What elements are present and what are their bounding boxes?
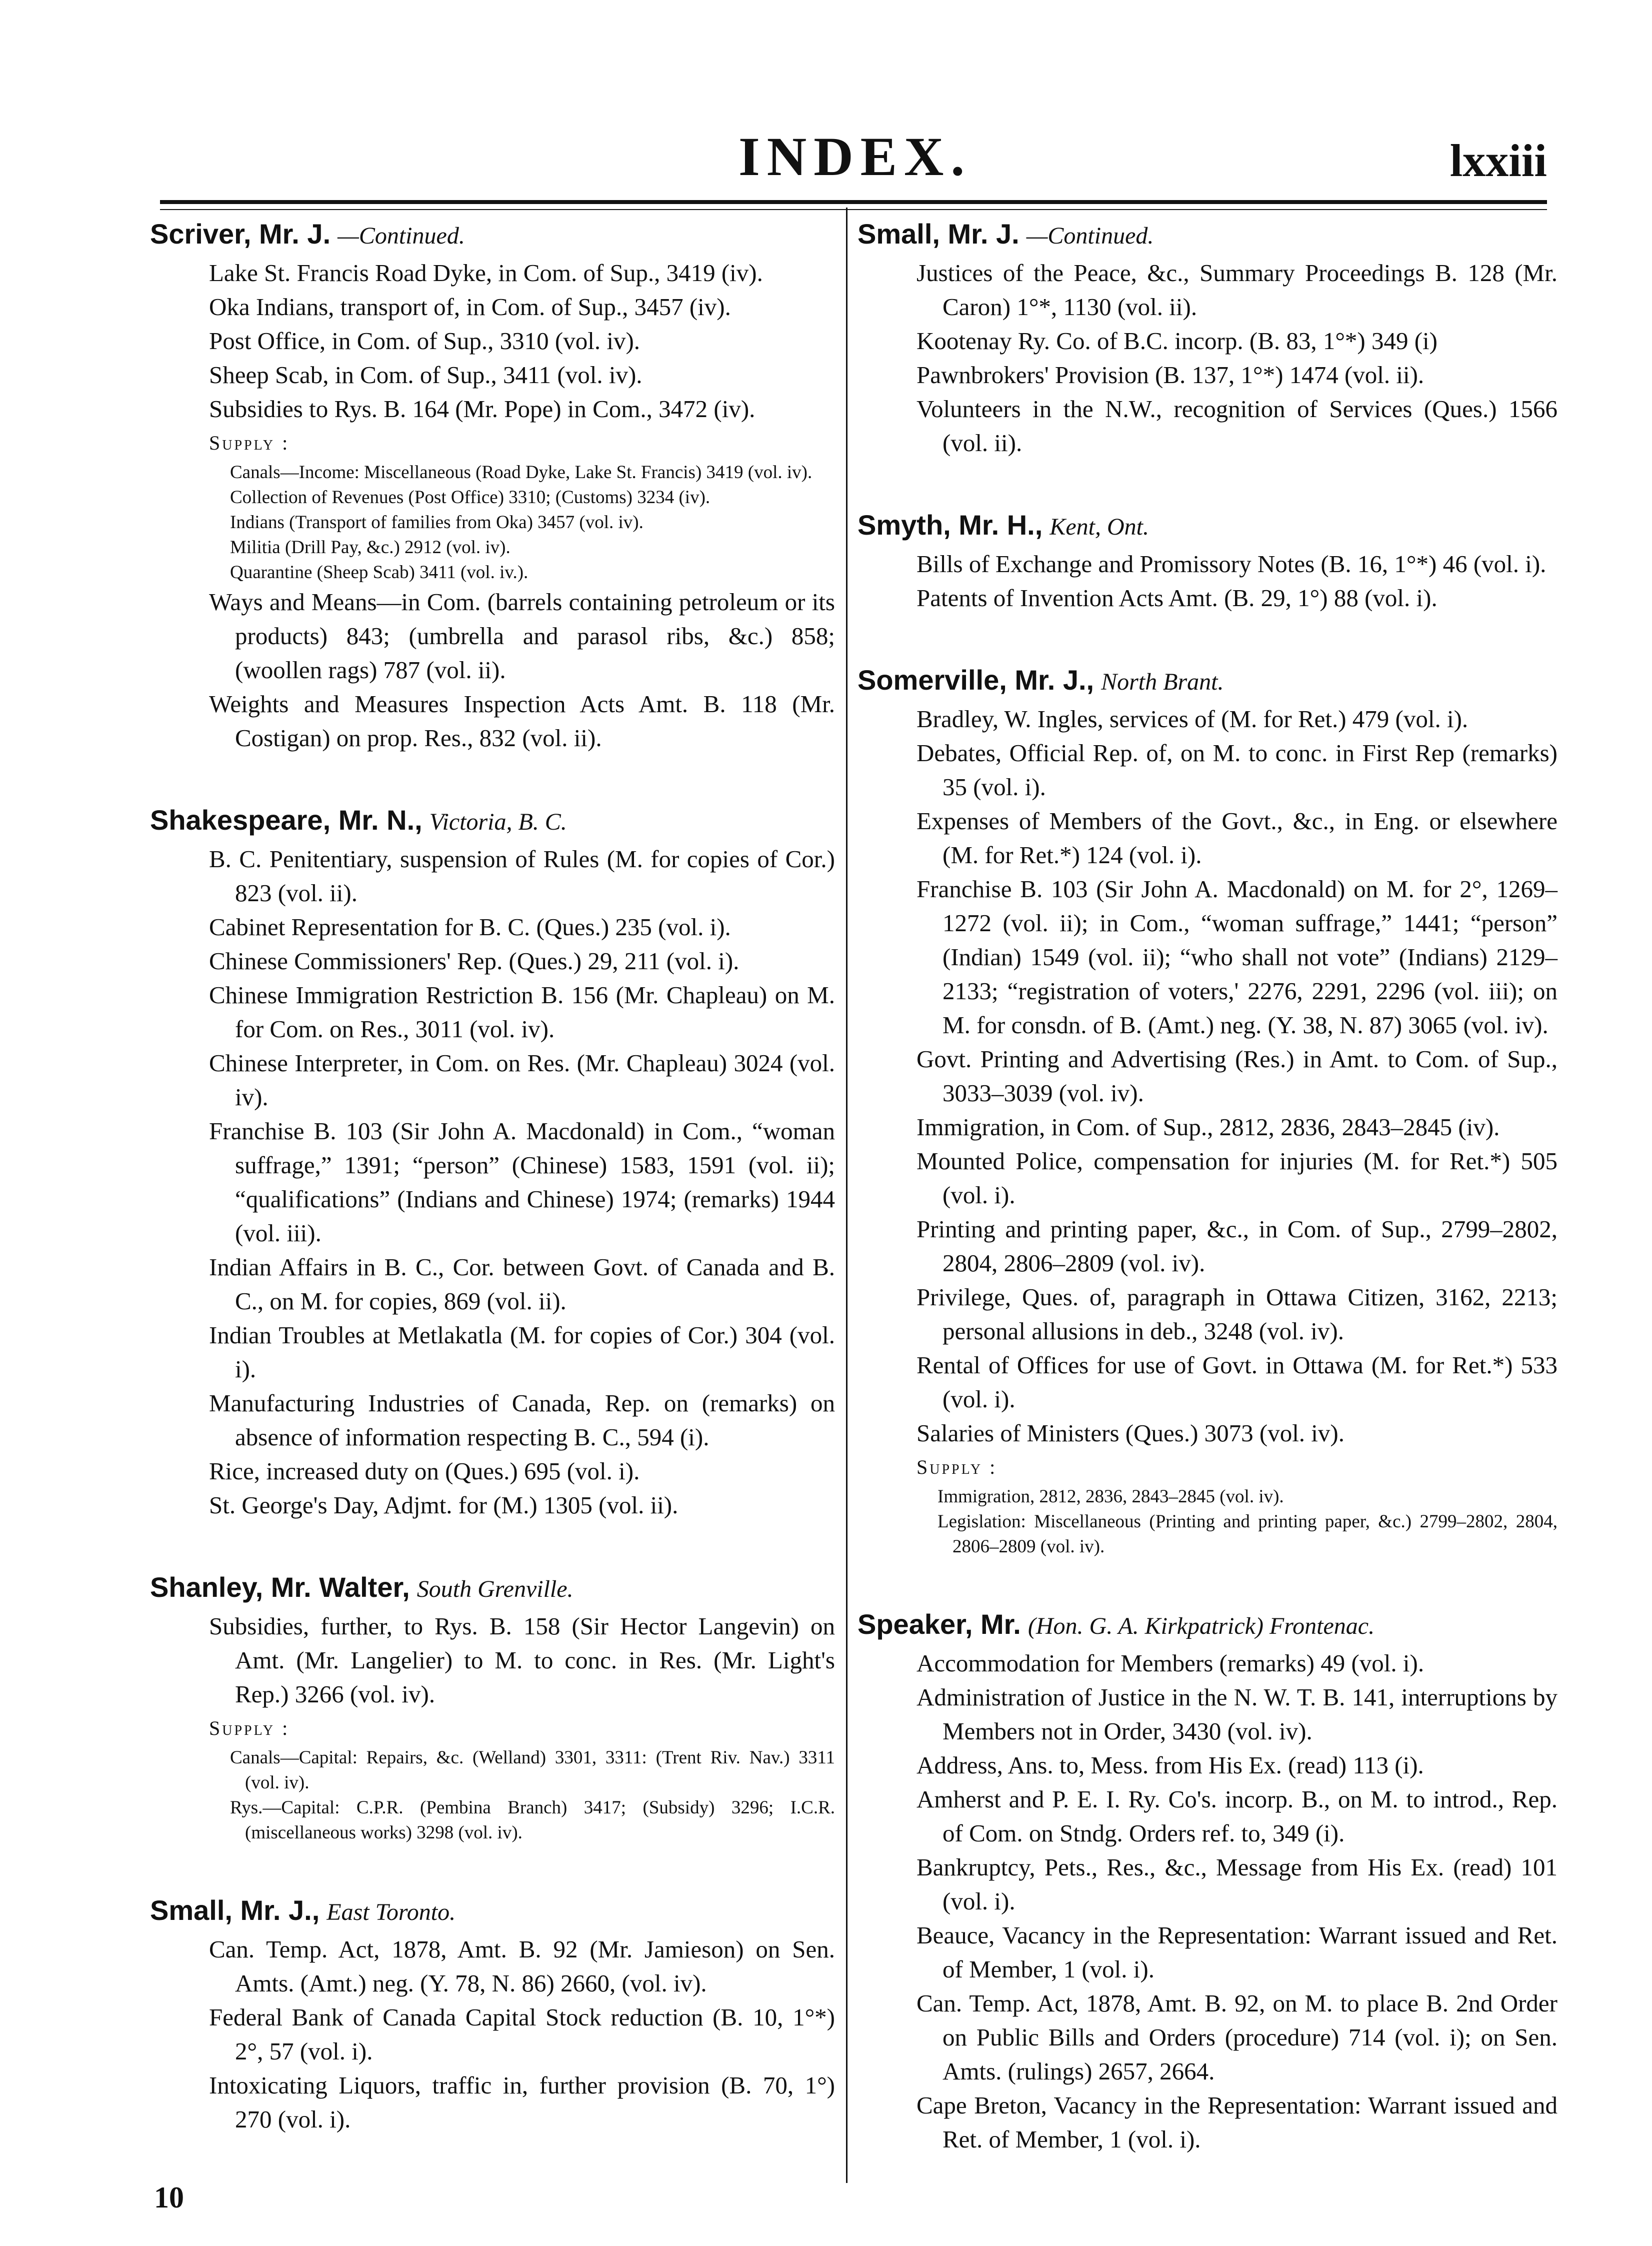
entry-constituency: East Toronto. xyxy=(326,1899,456,1925)
index-item: Debates, Official Rep. of, on M. to conc. in First Rep (remarks) 35 (vol. i). xyxy=(916,739,1558,801)
index-item: Ways and Means—in Com. (barrels containing petroleum or its products) 843; (umbrella and parasol ribs, &c.) 858; (woollen rags) 787 (vol. ii). xyxy=(209,588,835,684)
index-item: Accommodation for Members (remarks) 49 (vol. i). xyxy=(916,1649,1424,1677)
entry-heading xyxy=(858,661,1558,701)
index-item: Intoxicating Liquors, traffic in, further provision (B. 70, 1°) 270 (vol. i). xyxy=(209,2071,835,2133)
page-title: INDEX. xyxy=(738,126,972,187)
index-item: Justices of the Peace, &c., Summary Proceedings B. 128 (Mr. Caron) 1°*, 1130 (vol. ii). xyxy=(916,259,1558,321)
supply-item: Legislation: Miscellaneous (Printing and printing paper, &c.) 2799–2802, 2804, 2806–2809 (vol. iv). xyxy=(938,1511,1558,1557)
index-item: Subsidies to Rys. B. 164 (Mr. Pope) in Com., 3472 (iv). xyxy=(209,395,756,423)
index-entry xyxy=(858,506,1558,615)
index-item: St. George's Day, Adjmt. for (M.) 1305 (vol. ii). xyxy=(209,1491,678,1519)
index-item: Can. Temp. Act, 1878, Amt. B. 92, on M. to place B. 2nd Order on Public Bills and Orders (procedure) 714 (vol. i); on Sen. Amts. (rulings) 2657, 2664. xyxy=(916,1989,1558,2085)
index-item: Franchise B. 103 (Sir John A. Macdonald) on M. for 2°, 1269–1272 (vol. ii); in Com., “woman suffrage,” 1441; “person” (Indian) 1549 (vol. ii); “who shall not vote” (Indians) 2129–2133; “registration of voters,' 2276, 2291, 2296 (vol. iii); on M. for consdn. of B. (Amt.) neg. (Y. 38, N. 87) 3065 (vol. iv). xyxy=(916,875,1558,1039)
index-item: Weights and Measures Inspection Acts Amt. B. 118 (Mr. Costigan) on prop. Res., 832 (vol. ii). xyxy=(209,690,835,752)
index-item: Immigration, in Com. of Sup., 2812, 2836, 2843–2845 (iv). xyxy=(916,1113,1500,1141)
index-item: Federal Bank of Canada Capital Stock reduction (B. 10, 1°*) 2°, 57 (vol. i). xyxy=(209,2003,835,2065)
supply-label: Supply : xyxy=(209,432,290,454)
entry-name: Scriver, Mr. J. xyxy=(150,218,331,250)
entry-name: Shakespeare, Mr. N., xyxy=(150,804,422,836)
signature-number: 10 xyxy=(154,2181,184,2214)
index-entry xyxy=(858,661,1558,1559)
entry-name: Small, Mr. J., xyxy=(150,1894,320,1926)
right-column xyxy=(858,215,1558,2202)
entry-constituency: Kent, Ont. xyxy=(1050,514,1149,540)
index-item: Address, Ans. to, Mess. from His Ex. (read) 113 (i). xyxy=(916,1751,1424,1779)
index-item: Salaries of Ministers (Ques.) 3073 (vol. iv). xyxy=(916,1419,1344,1447)
entry-heading xyxy=(858,1605,1558,1645)
entry-heading xyxy=(150,1568,835,1608)
entry-constituency: (Hon. G. A. Kirkpatrick) Frontenac. xyxy=(1028,1613,1375,1639)
index-entry xyxy=(150,801,835,1522)
entry-constituency: —Continued. xyxy=(1026,223,1154,249)
column-divider xyxy=(846,208,848,2183)
supply-item: Indians (Transport of families from Oka) 3457 (vol. iv). xyxy=(230,512,644,533)
index-item: Cabinet Representation for B. C. (Ques.) 235 (vol. i). xyxy=(209,913,731,941)
index-item: Lake St. Francis Road Dyke, in Com. of Sup., 3419 (iv). xyxy=(209,259,763,287)
entry-name: Somerville, Mr. J., xyxy=(858,664,1094,696)
index-item: Beauce, Vacancy in the Representation: Warrant issued and Ret. of Member, 1 (vol. i). xyxy=(916,1921,1558,1983)
index-item: Bankruptcy, Pets., Res., &c., Message from His Ex. (read) 101 (vol. i). xyxy=(916,1853,1558,1915)
index-item: Franchise B. 103 (Sir John A. Macdonald) in Com., “woman suffrage,” 1391; “person” (Chinese) 1583, 1591 (vol. ii); “qualifications” (Indians and Chinese) 1974; (remarks) 1944 (vol. iii). xyxy=(209,1117,835,1247)
index-item: Can. Temp. Act, 1878, Amt. B. 92 (Mr. Jamieson) on Sen. Amts. (Amt.) neg. (Y. 78, N. 86) 2660, (vol. iv). xyxy=(209,1935,835,1997)
index-item: Mounted Police, compensation for injuries (M. for Ret.*) 505 (vol. i). xyxy=(916,1147,1558,1209)
index-item: Indian Affairs in B. C., Cor. between Govt. of Canada and B. C., on M. for copies, 869 (vol. ii). xyxy=(209,1253,835,1315)
index-entry xyxy=(150,1891,835,2136)
supply-item: Immigration, 2812, 2836, 2843–2845 (vol. iv). xyxy=(938,1486,1284,1507)
index-item: Subsidies, further, to Rys. B. 158 (Sir Hector Langevin) on Amt. (Mr. Langelier) to M. to conc. in Res. (Mr. Light's Rep.) 3266 (vol. iv). xyxy=(209,1612,835,1708)
index-item: Amherst and P. E. I. Ry. Co's. incorp. B., on M. to introd., Rep. of Com. on Stndg. Orders ref. to, 349 (i). xyxy=(916,1785,1558,1847)
entry-heading xyxy=(858,506,1558,546)
entry-constituency: North Brant. xyxy=(1101,669,1224,695)
index-entry xyxy=(858,1605,1558,2156)
index-item: Privilege, Ques. of, paragraph in Ottawa Citizen, 3162, 2213; personal allusions in deb., 3248 (vol. iv). xyxy=(916,1283,1558,1345)
index-item: Rice, increased duty on (Ques.) 695 (vol. i). xyxy=(209,1457,640,1485)
index-item: Patents of Invention Acts Amt. (B. 29, 1°) 88 (vol. i). xyxy=(916,584,1438,612)
entry-heading xyxy=(150,215,835,255)
index-item: Rental of Offices for use of Govt. in Ottawa (M. for Ret.*) 533 (vol. i). xyxy=(916,1351,1558,1413)
index-entry xyxy=(858,215,1558,460)
index-item: Chinese Interpreter, in Com. on Res. (Mr. Chapleau) 3024 (vol. iv). xyxy=(209,1049,835,1111)
supply-item: Canals—Income: Miscellaneous (Road Dyke, Lake St. Francis) 3419 (vol. iv). xyxy=(230,462,812,483)
header-rule xyxy=(160,200,1547,204)
index-item: Post Office, in Com. of Sup., 3310 (vol. iv). xyxy=(209,327,640,355)
entry-name: Speaker, Mr. xyxy=(858,1608,1021,1640)
index-item: Pawnbrokers' Provision (B. 137, 1°*) 1474 (vol. ii). xyxy=(916,361,1424,389)
supply-item: Collection of Revenues (Post Office) 3310; (Customs) 3234 (iv). xyxy=(230,487,710,508)
index-item: Oka Indians, transport of, in Com. of Sup., 3457 (iv). xyxy=(209,293,731,321)
entry-constituency: Victoria, B. C. xyxy=(429,809,567,835)
supply-item: Rys.—Capital: C.P.R. (Pembina Branch) 3417; (Subsidy) 3296; I.C.R. (miscellaneous works) 3298 (vol. iv). xyxy=(230,1797,835,1843)
entry-constituency: —Continued. xyxy=(338,223,465,249)
index-item: Govt. Printing and Advertising (Res.) in Amt. to Com. of Sup., 3033–3039 (vol. iv). xyxy=(916,1045,1558,1107)
index-item: Kootenay Ry. Co. of B.C. incorp. (B. 83, 1°*) 349 (i) xyxy=(916,327,1438,355)
supply-item: Militia (Drill Pay, &c.) 2912 (vol. iv). xyxy=(230,537,510,558)
index-item: Bradley, W. Ingles, services of (M. for Ret.) 479 (vol. i). xyxy=(916,705,1468,733)
supply-label: Supply : xyxy=(916,1456,998,1478)
entry-heading xyxy=(150,1891,835,1931)
entry-name: Smyth, Mr. H., xyxy=(858,509,1043,541)
supply-item: Quarantine (Sheep Scab) 3411 (vol. iv.). xyxy=(230,562,528,583)
left-column xyxy=(150,215,835,2182)
index-item: Bills of Exchange and Promissory Notes (B. 16, 1°*) 46 (vol. i). xyxy=(916,550,1546,578)
supply-item: Canals—Capital: Repairs, &c. (Welland) 3301, 3311: (Trent Riv. Nav.) 3311 (vol. iv). xyxy=(230,1747,835,1793)
index-entry xyxy=(150,1568,835,1845)
entry-name: Small, Mr. J. xyxy=(858,218,1020,250)
index-item: Chinese Commissioners' Rep. (Ques.) 29, 211 (vol. i). xyxy=(209,947,740,975)
entry-heading xyxy=(150,801,835,841)
index-item: Expenses of Members of the Govt., &c., in Eng. or elsewhere (M. for Ret.*) 124 (vol. i). xyxy=(916,807,1558,869)
entry-heading xyxy=(858,215,1558,255)
index-item: Volunteers in the N.W., recognition of Services (Ques.) 1566 (vol. ii). xyxy=(916,395,1558,457)
index-item: B. C. Penitentiary, suspension of Rules (M. for copies of Cor.) 823 (vol. ii). xyxy=(209,845,835,907)
index-item: Administration of Justice in the N. W. T. B. 141, interruptions by Members not in Order, 3430 (vol. iv). xyxy=(916,1683,1558,1745)
index-item: Cape Breton, Vacancy in the Representation: Warrant issued and Ret. of Member, 1 (vol. i). xyxy=(916,2091,1558,2153)
entry-constituency: South Grenville. xyxy=(416,1576,574,1602)
index-item: Sheep Scab, in Com. of Sup., 3411 (vol. iv). xyxy=(209,361,642,389)
index-item: Manufacturing Industries of Canada, Rep. on (remarks) on absence of information respecting B. C., 594 (i). xyxy=(209,1389,835,1451)
entry-name: Shanley, Mr. Walter, xyxy=(150,1571,410,1603)
index-item: Printing and printing paper, &c., in Com. of Sup., 2799–2802, 2804, 2806–2809 (vol. iv). xyxy=(916,1215,1558,1277)
page-number: lxxiii xyxy=(1450,135,1547,186)
index-entry xyxy=(150,215,835,755)
index-item: Indian Troubles at Metlakatla (M. for copies of Cor.) 304 (vol. i). xyxy=(209,1321,835,1383)
supply-label: Supply : xyxy=(209,1717,290,1739)
index-item: Chinese Immigration Restriction B. 156 (Mr. Chapleau) on M. for Com. on Res., 3011 (vol. iv). xyxy=(209,981,835,1043)
